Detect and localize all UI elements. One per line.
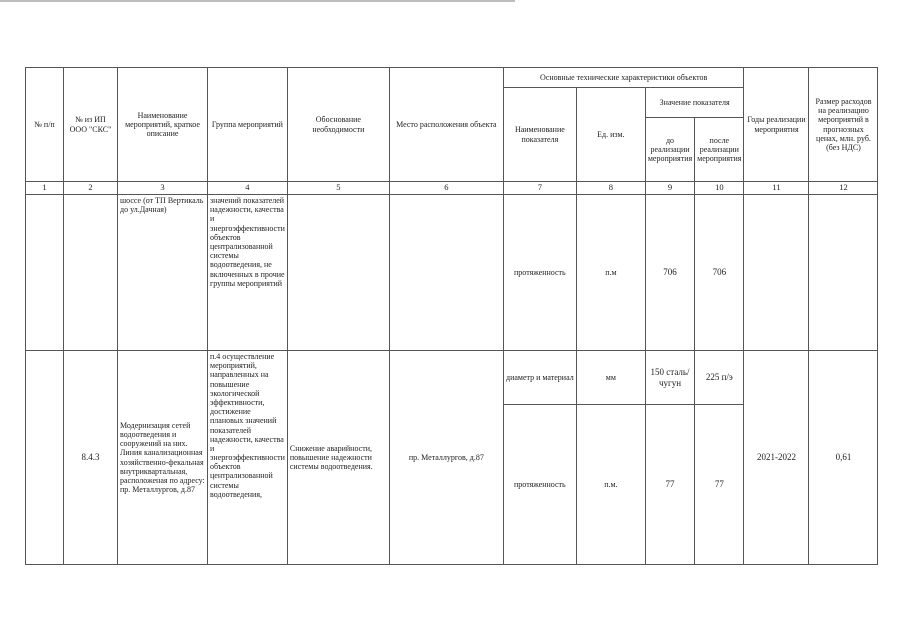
cell-empty (809, 195, 878, 351)
value-after: 225 п/э (695, 351, 744, 405)
value-before: 706 (645, 195, 694, 351)
column-number: 3 (118, 182, 208, 195)
measure-group: п.4 осуществление мероприятий, направленных на повышение экологической эффективности, достижение плановых значений показателей надежности, качества и энергоэффективности объектов централизованной системы водоотведения, (208, 351, 288, 565)
expense-amount: 0,61 (809, 351, 878, 565)
indicator-name: диаметр и материал (503, 351, 576, 405)
indicator-unit: мм (576, 351, 645, 405)
table-row-main (26, 351, 878, 405)
header-unit: Ед. изм. (576, 88, 645, 182)
cell-empty (26, 195, 64, 351)
cell-empty (389, 195, 503, 351)
measure-name-continued: шоссе (от ТП Вертикаль до ул.Дачная) (118, 195, 208, 351)
column-number: 10 (695, 182, 744, 195)
header-cost: Размер расходов на реализацию мероприятий в прогнозных ценах, млн. руб. (без НДС) (809, 68, 878, 182)
value-after: 77 (695, 405, 744, 565)
necessity-reason: Снижение аварийности, повышение надежности системы водоотведения. (287, 351, 389, 565)
indicator-name: протяженность (503, 195, 576, 351)
measure-group-continued: значений показателей надежности, качества и энергоэффективности объектов централизованной системы водоотведения, не включенных в прочие группы мероприятий (208, 195, 288, 351)
header-indicator-name: Наименование показателя (503, 88, 576, 182)
column-number: 4 (208, 182, 288, 195)
column-number: 2 (64, 182, 118, 195)
ip-item-number: 8.4.3 (64, 351, 118, 565)
value-before: 150 сталь/чугун (645, 351, 694, 405)
cell-empty (64, 195, 118, 351)
column-number: 6 (389, 182, 503, 195)
header-location: Место расположения объекта (389, 68, 503, 182)
cell-empty (26, 351, 64, 565)
header-before: до реализации мероприятия (645, 118, 694, 182)
column-number: 5 (287, 182, 389, 195)
header-reason: Обоснование необходимости (287, 68, 389, 182)
column-number: 8 (576, 182, 645, 195)
column-number: 12 (809, 182, 878, 195)
header-group: Группа мероприятий (208, 68, 288, 182)
header-years: Годы реализации мероприятия (744, 68, 809, 182)
indicator-unit: п.м. (576, 405, 645, 565)
value-before: 77 (645, 405, 694, 565)
header-after: после реализации мероприятия (695, 118, 744, 182)
value-after: 706 (695, 195, 744, 351)
cell-empty (744, 195, 809, 351)
measure-name: Модернизация сетей водоотведения и сооружений на них. Линия канализационная хозяйственно-фекальная внутриквартальная, расположеная по адресу: пр. Металлургов, д.87 (118, 351, 208, 565)
header-indicator-value: Значение показателя (645, 88, 744, 118)
header-num: № п/п (26, 68, 64, 182)
column-number: 7 (503, 182, 576, 195)
indicator-name: протяженность (503, 405, 576, 565)
header-name: Наименование мероприятий, краткое описание (118, 68, 208, 182)
column-number: 9 (645, 182, 694, 195)
column-number: 1 (26, 182, 64, 195)
cell-empty (287, 195, 389, 351)
top-border-line (0, 0, 515, 2)
column-number-row (26, 182, 878, 195)
indicator-unit: п.м (576, 195, 645, 351)
column-number: 11 (744, 182, 809, 195)
table-row-continuation (26, 195, 878, 351)
object-location: пр. Металлургов, д.87 (389, 351, 503, 565)
investment-program-table (25, 67, 878, 565)
implementation-years: 2021-2022 (744, 351, 809, 565)
header-ip-number: № из ИП ООО "СКС" (64, 68, 118, 182)
header-tech-characteristics: Основные технические характеристики объектов (503, 68, 744, 88)
